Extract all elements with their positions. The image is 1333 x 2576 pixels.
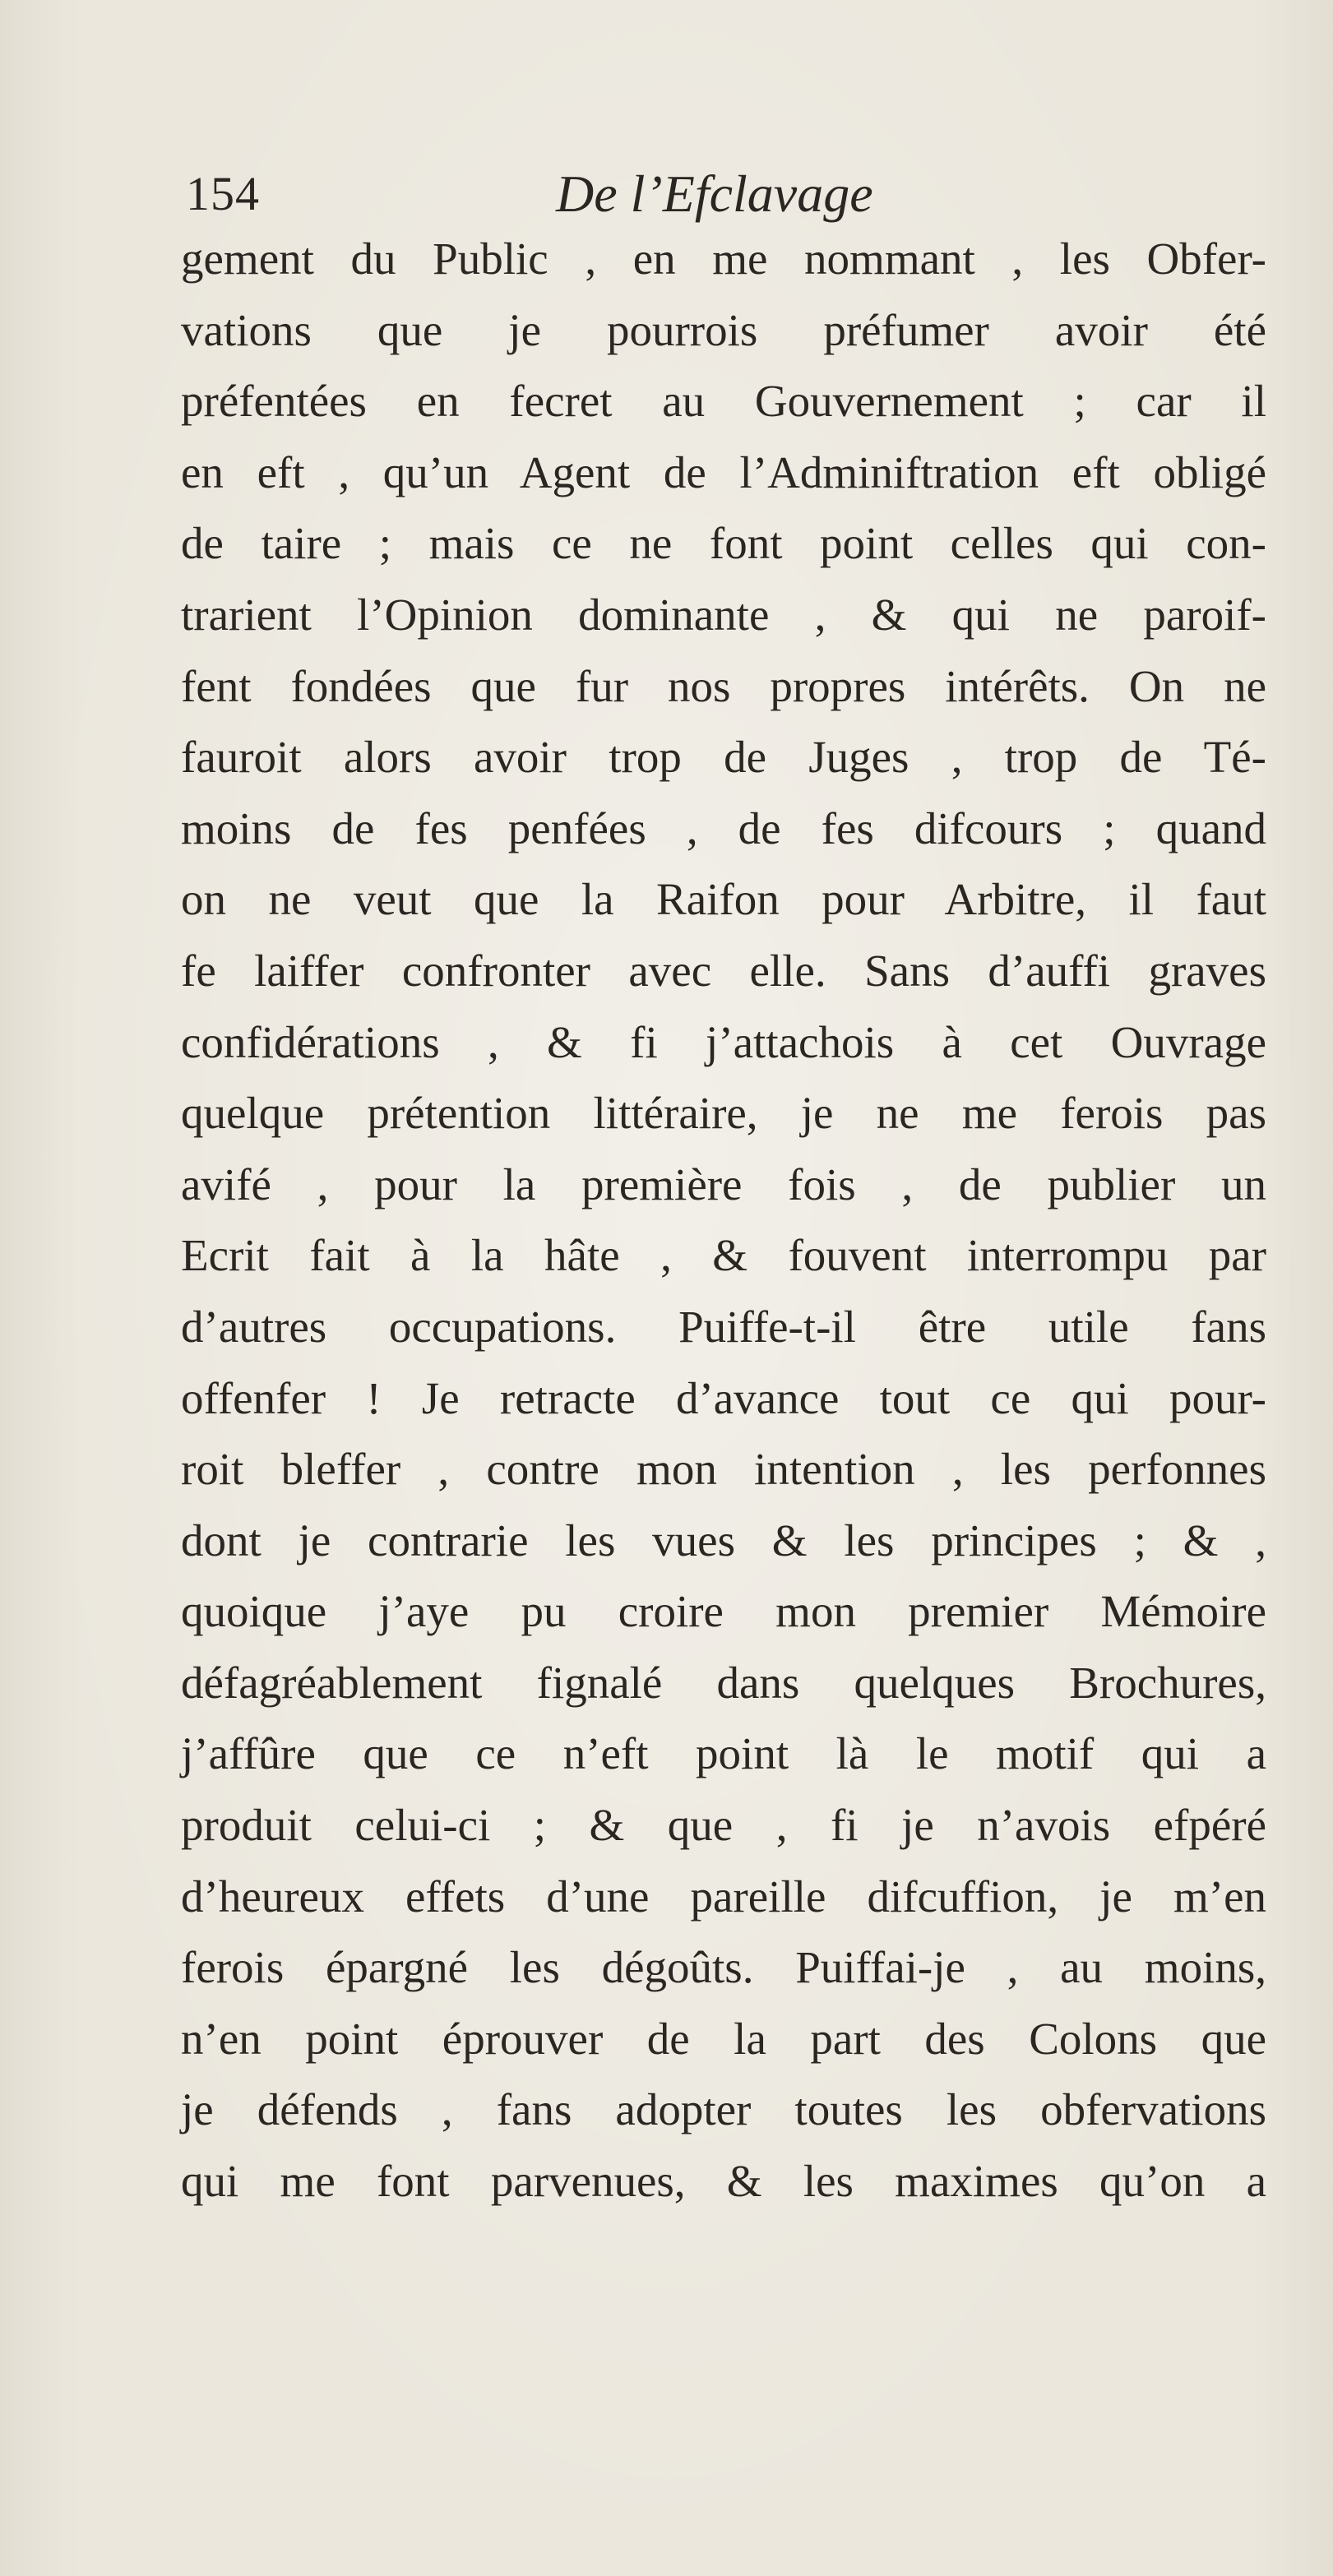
text-line: confidérations , & fi j’attachois à cet Ouvrage [181,1016,1266,1067]
text-line: fent fondées que fur nos propres intérêts. On ne [181,660,1266,711]
text-line: n’en point éprouver de la part des Colons que [181,2013,1266,2064]
text-line: ferois épargné les dégoûts. Puiffai-je , au moins, [181,1942,1266,1993]
body-text [181,224,1266,2218]
text-line: dont je contrarie les vues & les principes ; & , [181,1515,1266,1565]
text-line: Ecrit fait à la hâte , & fouvent interrompu par [181,1230,1266,1281]
text-line: j’affûre que ce n’eft point là le motif qui a [181,1728,1266,1779]
text-line: gement du Public , en me nommant , les Obfer- [181,234,1266,284]
text-line: moins de fes penfées , de fes difcours ; quand [181,802,1266,853]
text-line: en eft , qu’un Agent de l’Adminiftration eft obligé [181,446,1266,497]
text-line: offenfer ! Je retracte d’avance tout ce qui pour- [181,1372,1266,1423]
text-line: roit bleffer , contre mon intention , les perfonnes [181,1444,1266,1495]
text-line: on ne veut que la Raifon pour Arbitre, il faut [181,874,1266,925]
text-line: fe laiffer confronter avec elle. Sans d’auffi graves [181,945,1266,996]
text-line: d’heureux effets d’une pareille difcuffion, je m’en [181,1871,1266,1922]
text-line: fauroit alors avoir trop de Juges , trop de Té- [181,732,1266,783]
text-line: quoique j’aye pu croire mon premier Mémoire [181,1586,1266,1637]
text-line: produit celui-ci ; & que , fi je n’avois efpéré [181,1800,1266,1851]
text-line: vations que je pourrois préfumer avoir été [181,304,1266,355]
running-title: De l’Efclavage [556,164,873,223]
text-line: de taire ; mais ce ne font point celles qui con- [181,518,1266,569]
text-line: quelque prétention littéraire, je ne me ferois pas [181,1088,1266,1139]
text-line: qui me font parvenues, & les maximes qu’on a [181,2156,1266,2207]
text-line: préfentées en fecret au Gouvernement ; car il [181,376,1266,427]
text-line: je défends , fans adopter toutes les obfervations [181,2084,1266,2135]
text-line: défagréablement fignalé dans quelques Brochures, [181,1657,1266,1708]
text-line: avifé , pour la première fois , de publier un [181,1159,1266,1209]
page-number: 154 [186,167,260,220]
text-line: trarient l’Opinion dominante , & qui ne paroif- [181,589,1266,640]
text-line: d’autres occupations. Puiffe-t-il être utile fans [181,1301,1266,1352]
